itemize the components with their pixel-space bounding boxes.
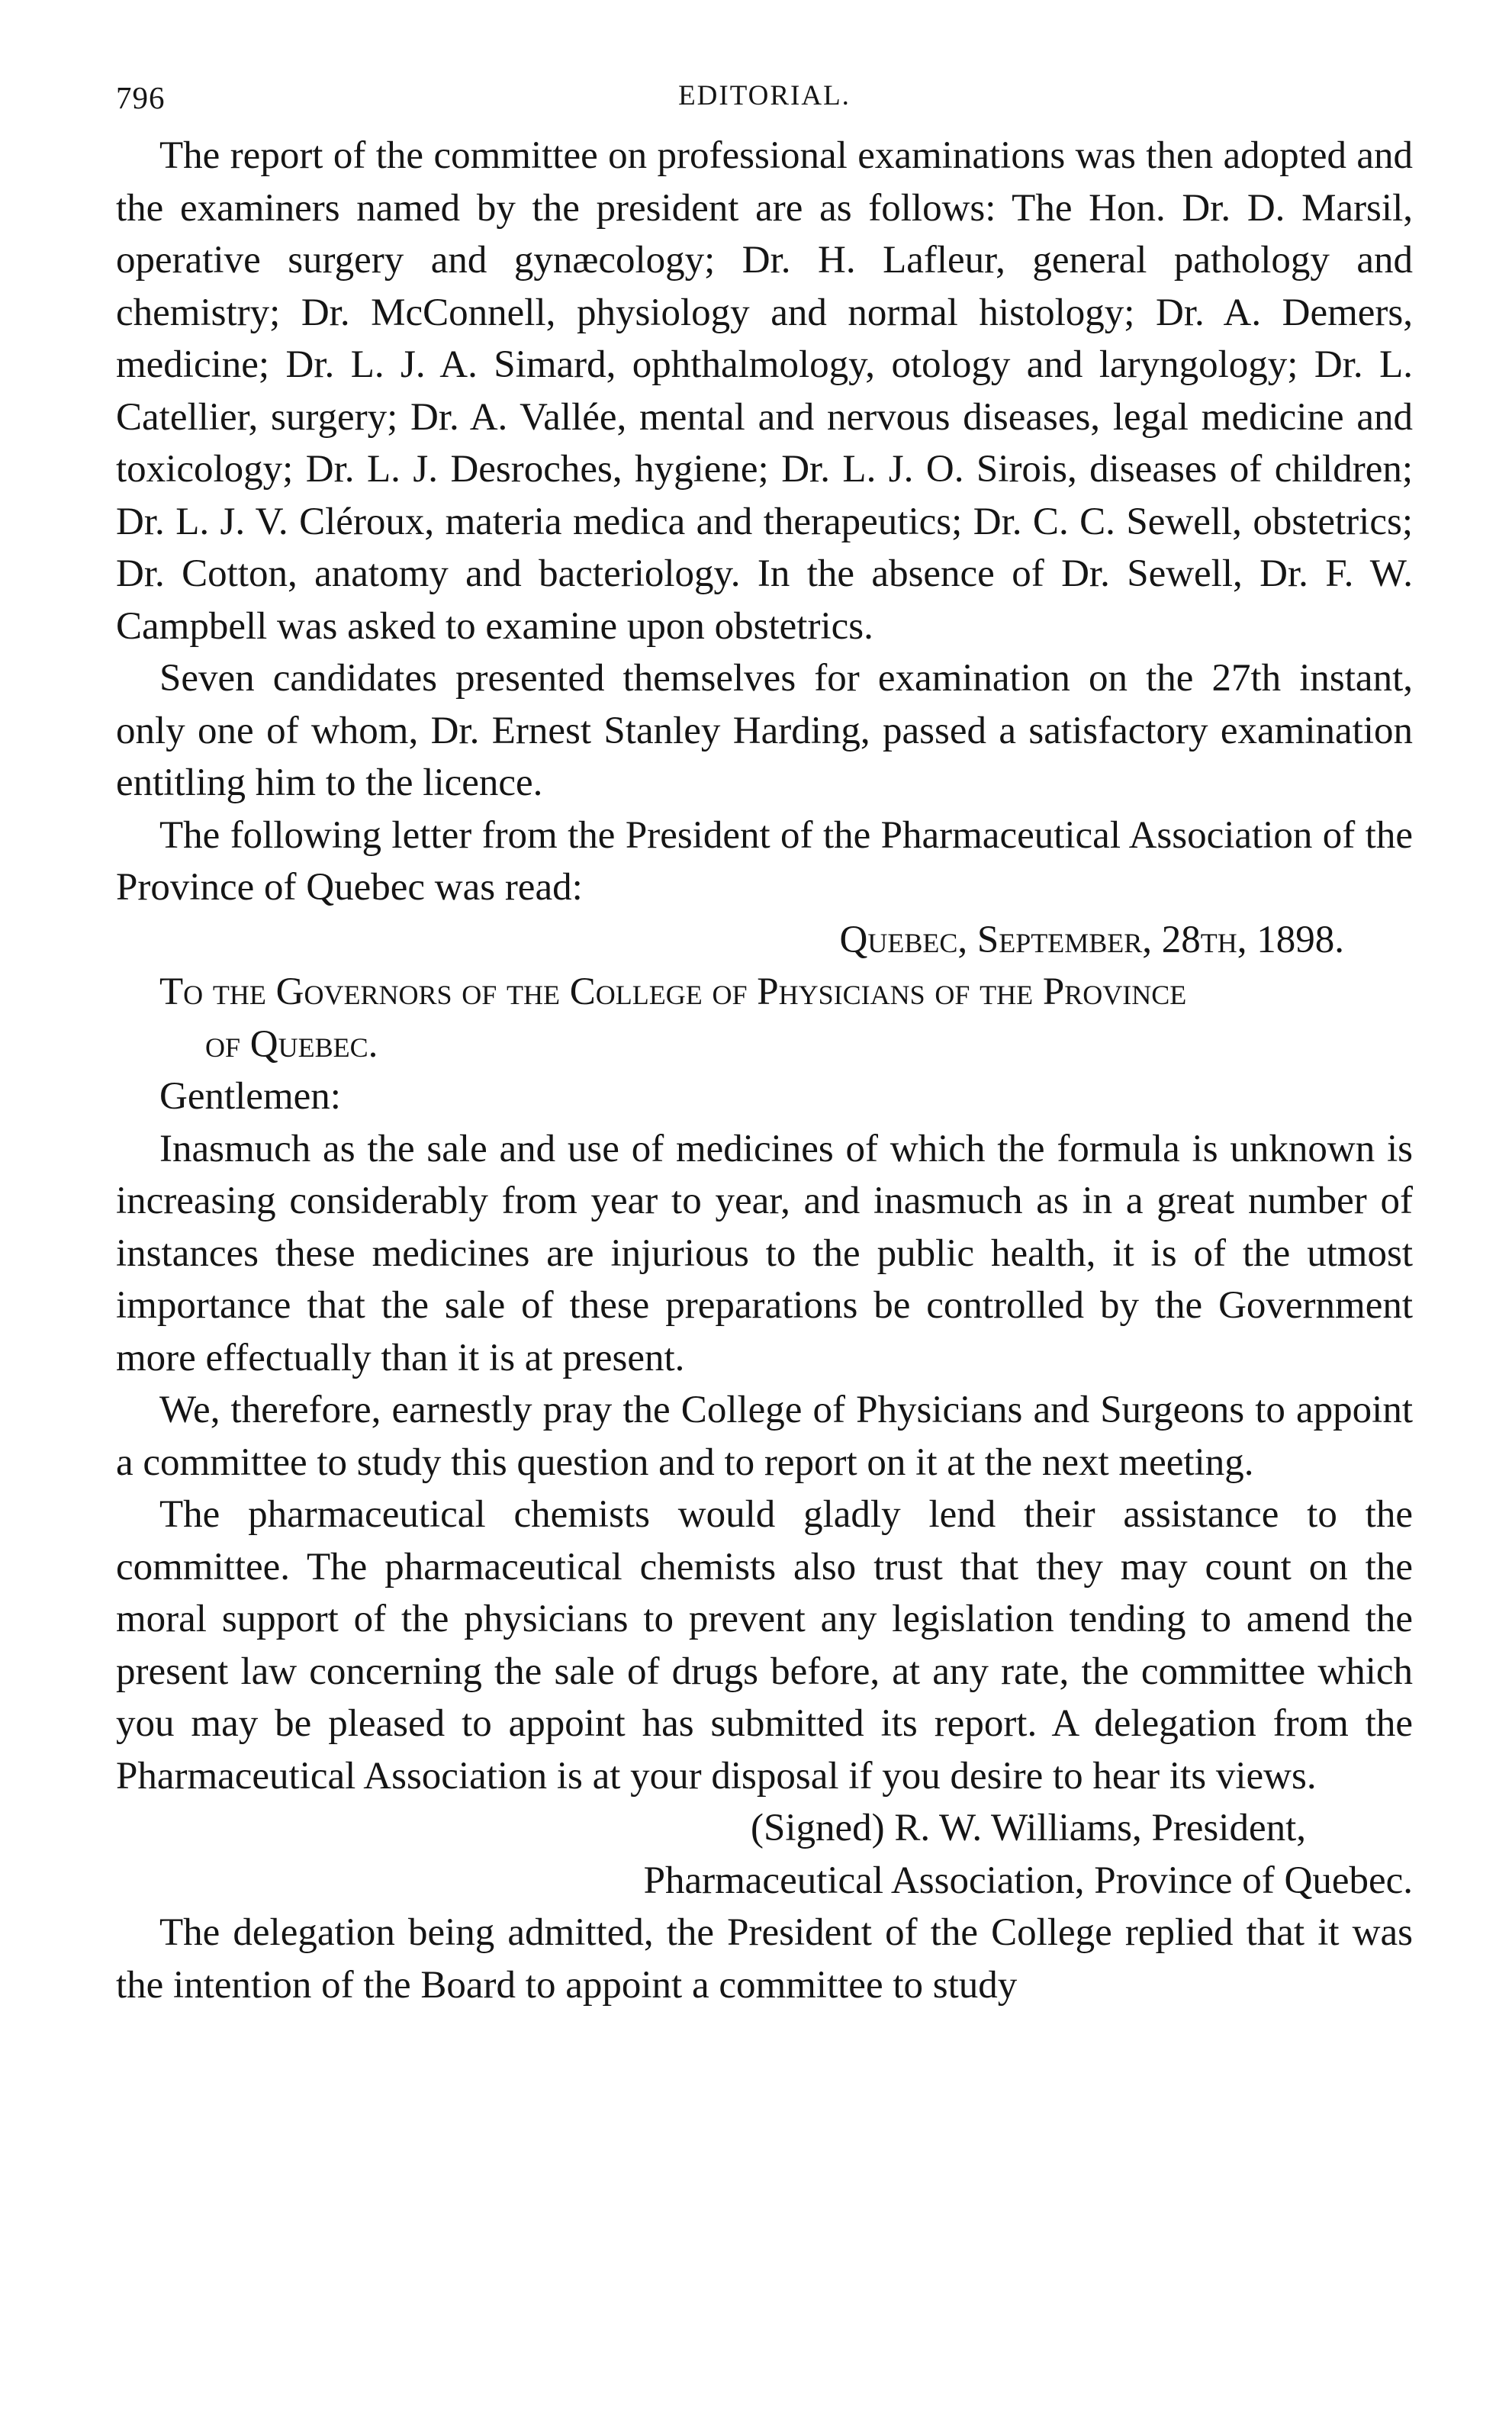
paragraph-delegation: The delegation being admitted, the President of the College replied that it was the intention of the Board to appoint a committee to study bbox=[116, 1911, 1413, 2007]
running-head: EDITORIAL. bbox=[678, 80, 851, 111]
letter-body-paragraph-2: We, therefore, earnestly pray the College of Physicians and Surgeons to appoint a committee to study this question and to report on it at the next meeting. bbox=[116, 1389, 1413, 1484]
letter-signature-line-1: (Signed) R. W. Williams, President, bbox=[751, 1807, 1306, 1849]
page-header bbox=[116, 69, 1413, 130]
body-text bbox=[116, 130, 1413, 2011]
letter-body-paragraph-1: Inasmuch as the sale and use of medicines of which the formula is unknown is increasing considerably from year to year, and inasmuch as in a great number of instances these medicines are injurious to the public health, it is of the utmost importance that the sale of these preparations be controlled by the Government more effectually than it is at present. bbox=[116, 1127, 1413, 1379]
document-page bbox=[116, 69, 1413, 2011]
paragraph-candidates: Seven candidates presented themselves for examination on the 27th instant, only one of whom, Dr. Ernest Stanley Harding, passed a satisfactory examination entitling him to the licence. bbox=[116, 657, 1413, 804]
letter-dateline-text: Quebec, September, 28th, 1898. bbox=[839, 918, 1344, 961]
letter-address-line-1: To the Governors of the College of Physicians of the Province bbox=[159, 970, 1187, 1013]
paragraph-examiners: The report of the committee on professional examinations was then adopted and the examiners named by the president are as follows: The Hon. Dr. D. Marsil, operative surgery and gynæcology; Dr. H. Lafleur, general pathology and chemistry; Dr. McConnell, physiology and normal histology; Dr. A. Demers, medicine; Dr. L. J. A. Simard, ophthalmology, otology and laryngology; Dr. L. Catellier, surgery; Dr. A. Vallée, mental and nervous diseases, legal medicine and toxicology; Dr. L. J. Desroches, hygiene; Dr. L. J. O. Sirois, diseases of children; Dr. L. J. V. Cléroux, materia medica and therapeutics; Dr. C. C. Sewell, obstetrics; Dr. Cotton, anatomy and bacteriology. In the absence of Dr. Sewell, Dr. F. W. Campbell was asked to examine upon obstetrics. bbox=[116, 134, 1413, 648]
page-number: 796 bbox=[116, 80, 166, 115]
letter-address-line-2: of Quebec. bbox=[205, 1022, 378, 1066]
letter-salutation: Gentlemen: bbox=[159, 1075, 341, 1118]
letter-dateline bbox=[116, 914, 1413, 967]
paragraph-letter-intro: The following letter from the President of the Pharmaceutical Association of the Province of Quebec was read: bbox=[116, 813, 1413, 909]
letter-body-paragraph-3: The pharmaceutical chemists would gladly lend their assistance to the committee. The pharmaceutical chemists also trust that they may count on the moral support of the physicians to prevent any legislation tending to amend the present law concerning the sale of drugs before, at any rate, the committee which you may be pleased to appoint has submitted its report. A delegation from the Pharmaceutical Association is at your disposal if you desire to hear its views. bbox=[116, 1493, 1413, 1798]
letter-signature-line-2: Pharmaceutical Association, Province of Quebec. bbox=[643, 1859, 1413, 1902]
